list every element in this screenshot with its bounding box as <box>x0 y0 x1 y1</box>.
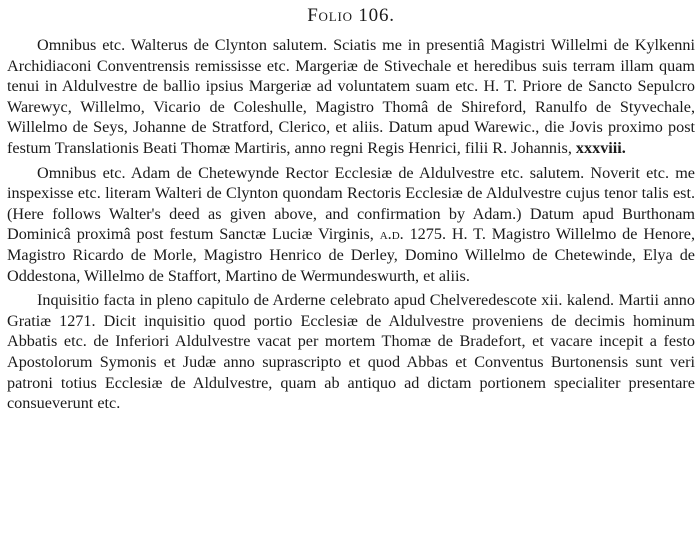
paragraph-clynton-quitclaim <box>7 35 695 159</box>
paragraph-2-text-before-date: Omnibus etc. Adam de Chetewynde Rector Ecclesiæ de Aldulvestre etc. salutem. Noverit etc. me inspexisse etc. literam Walteri de Clynton quondam Rectoris Ecclesiæ de Aldulvestre cujus tenor talis est. (Here follows Walter's deed as given above, and confirmation by Adam.) Datum apud Burthonam Dominicâ proximâ post festum Sanctæ Luciæ Virginis, <box>7 163 695 244</box>
document-page <box>7 4 695 418</box>
paragraph-3-text: Inquisitio facta in pleno capitulo de Arderne celebrato apud Chelveredescote xii. kalend. Martii anno Gratiæ 1271. Dicit inquisitio quod portio Ecclesiæ de Aldulvestre proveniens de decimis hominum Abbatis etc. de Inferiori Aldulvestre vacat per mortem Thomæ de Bradefort, et vacare incepit a festo Apostolorum Symonis et Judæ anno suprascripto et quod Abbas et Conventus Burtonensis sunt veri patroni totius Ecclesiæ de Aldulvestre, quam ab antiquo ad dictam portionem specialiter presentare consueverunt etc. <box>7 291 695 413</box>
paragraph-2-text-after-date: 1275. H. T. Magistro Willelmo de Henore, Magistro Ricardo de Morle, Magistro Henrico de Derley, Domino Willelmo de Chetewinde, Elya de Oddestona, Willelmo de Staffort, Martino de Wermundeswurth, et aliis. <box>7 225 696 285</box>
anno-domini-abbrev: a.d. <box>379 225 404 244</box>
folio-heading: Folio 106. <box>307 5 395 26</box>
paragraph-chetewynde-inspeximus <box>7 163 695 287</box>
paragraph-inquisitio <box>7 290 695 414</box>
regnal-year: xxxviii. <box>575 138 626 157</box>
paragraph-1-text: Omnibus etc. Walterus de Clynton salutem. Sciatis me in presentiâ Magistri Willelmi de Kylkenni Archidiaconi Conventrensis remississe etc. Margeriæ de Stivechale et heredibus suis terram illam quam tenui in Aldulvestre de ballio ipsius Margeriæ ad voluntatem suam etc. H. T. Priore de Sancto Sepulcro Warewyc, Willelmo, Vicario de Coleshulle, Magistro Thomâ de Shireford, Ranulfo de Styvechale, Willelmo de Seys, Johanne de Stratford, Clerico, et aliis. Datum apud Warewic., die Jovis proximo post festum Translationis Beati Thomæ Martiris, anno regni Regis Henrici, filii R. Johannis, <box>7 36 695 157</box>
